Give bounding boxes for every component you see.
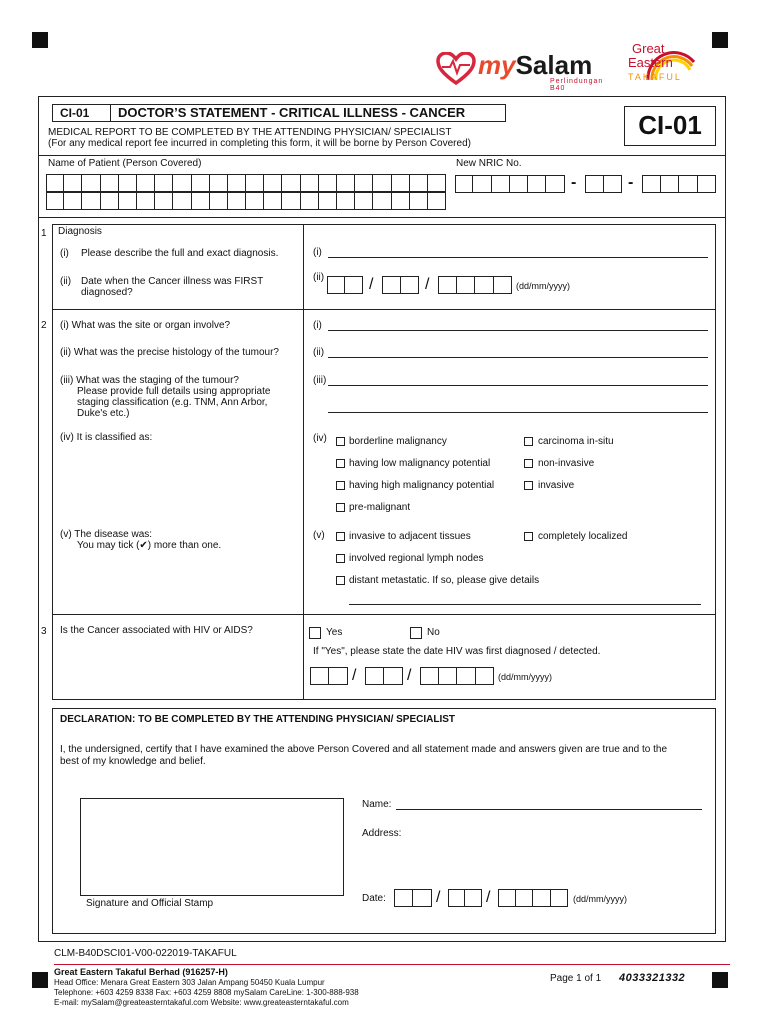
q2-histology-field[interactable]	[328, 357, 708, 358]
registration-mark-tl	[32, 32, 48, 48]
registration-mark-bl	[32, 972, 48, 988]
company-email: E-mail: mySalam@greateasterntakaful.com Website: www.greateasterntakaful.com	[54, 998, 349, 1007]
checkbox-borderline-malignancy[interactable]	[336, 437, 345, 446]
declaration-date-dd[interactable]	[394, 889, 432, 907]
patient-name-cells-row1[interactable]	[46, 174, 446, 192]
brand-my: my	[478, 50, 516, 80]
name-label: Name:	[362, 799, 392, 810]
heart-icon	[436, 52, 476, 86]
checkbox-invasive[interactable]	[524, 481, 533, 490]
signature-stamp-box[interactable]	[80, 798, 344, 896]
barcode-number: 4033321332	[619, 972, 686, 984]
brand-subtitle: Perlindungan B40	[550, 78, 604, 92]
signature-label: Signature and Official Stamp	[86, 898, 214, 909]
q2-number: 2	[41, 320, 47, 331]
checkbox-hiv-no[interactable]	[410, 627, 422, 639]
instruction-line2: (For any medical report fee incurred in completing this form, it will be borne by Person Covered)	[48, 138, 471, 149]
company-phone: Telephone: +603 4259 8338 Fax: +603 4259 8808 mySalam CareLine: 1-300-888-938	[54, 988, 359, 997]
q2-i-question: (i) What was the site or organ involve?	[60, 320, 231, 331]
declaration-date-yyyy[interactable]	[498, 889, 568, 907]
declaration-text-line1: I, the undersigned, certify that I have examined the above Person Covered and all statement made and answers given are true and to the	[60, 744, 668, 755]
form-code: CI-01	[60, 106, 90, 120]
q2-iii-question: (iii) What was the staging of the tumour?	[60, 375, 239, 386]
date-label: Date:	[362, 893, 386, 904]
q2-metastatic-details-field[interactable]	[349, 604, 701, 605]
form-reference-code: CLM-B40DSCI01-V00-022019-TAKAFUL	[54, 948, 237, 959]
q1-ii-question-line2: diagnosed?	[81, 287, 133, 298]
company-address: Head Office: Menara Great Eastern 303 Jalan Ampang 50450 Kuala Lumpur	[54, 978, 325, 987]
ge-line2: Eastern	[628, 55, 673, 70]
q1-number: 1	[41, 228, 47, 239]
patient-name-label: Name of Patient (Person Covered)	[48, 158, 202, 169]
q2-staging-field-1[interactable]	[328, 385, 708, 386]
patient-name-cells-row2[interactable]	[46, 192, 446, 210]
instruction-line1: MEDICAL REPORT TO BE COMPLETED BY THE ATTENDING PHYSICIAN/ SPECIALIST	[48, 127, 452, 138]
form-title: DOCTOR’S STATEMENT - CRITICAL ILLNESS - CANCER	[118, 105, 466, 120]
checkbox-completely-localized[interactable]	[524, 532, 533, 541]
q2-ii-question: (ii) What was the precise histology of the tumour?	[60, 347, 279, 358]
declaration-title: DECLARATION: TO BE COMPLETED BY THE ATTENDING PHYSICIAN/ SPECIALIST	[60, 714, 456, 725]
nric-cells-serial[interactable]	[642, 175, 716, 193]
q1-title: Diagnosis	[58, 226, 102, 237]
q1-date-dd[interactable]	[327, 276, 363, 294]
checkbox-carcinoma-in-situ[interactable]	[524, 437, 533, 446]
q3-number: 3	[41, 626, 47, 637]
registration-mark-br	[712, 972, 728, 988]
brand-salam: Salam	[515, 50, 593, 80]
registration-mark-tr	[712, 32, 728, 48]
q2-v-question: (v) The disease was:	[60, 529, 153, 540]
great-eastern-logo	[628, 36, 698, 88]
company-name: Great Eastern Takaful Berhad (916257-H)	[54, 967, 228, 977]
q1-date-yyyy[interactable]	[438, 276, 512, 294]
checkbox-non-invasive[interactable]	[524, 459, 533, 468]
declaration-date-mm[interactable]	[448, 889, 482, 907]
checkbox-invasive-adjacent[interactable]	[336, 532, 345, 541]
checkbox-hiv-yes[interactable]	[309, 627, 321, 639]
q1-i-question: Please describe the full and exact diagnosis.	[81, 248, 279, 259]
checkbox-low-malignancy[interactable]	[336, 459, 345, 468]
q3-date-mm[interactable]	[365, 667, 403, 685]
ge-line3: TAKAFUL	[628, 72, 682, 82]
big-form-code: CI-01	[638, 110, 702, 140]
checkbox-high-malignancy[interactable]	[336, 481, 345, 490]
address-label: Address:	[362, 828, 402, 839]
q1-box	[52, 224, 716, 310]
q2-iv-question: (iv) It is classified as:	[60, 432, 153, 443]
declaration-text-line2: best of my knowledge and belief.	[60, 756, 206, 767]
q2-site-field[interactable]	[328, 330, 708, 331]
declaration-name-field[interactable]	[396, 809, 702, 810]
page-number: Page 1 of 1	[550, 973, 602, 984]
nric-label: New NRIC No.	[456, 158, 522, 169]
nric-cells-birthdate[interactable]	[455, 175, 565, 193]
q3-date-dd[interactable]	[310, 667, 348, 685]
nric-cells-state[interactable]	[585, 175, 622, 193]
ge-line1: Great	[632, 41, 665, 56]
q3-if-yes-text: If "Yes", please state the date HIV was first diagnosed / detected.	[313, 646, 601, 657]
q1-diagnosis-field[interactable]	[328, 257, 708, 258]
q1-ii-question-line1: Date when the Cancer illness was FIRST	[81, 276, 264, 287]
mysalam-logo	[436, 50, 606, 92]
q1-date-mm[interactable]	[382, 276, 419, 294]
checkbox-regional-lymph-nodes[interactable]	[336, 554, 345, 563]
checkbox-distant-metastatic[interactable]	[336, 576, 345, 585]
q2-staging-field-2[interactable]	[328, 412, 708, 413]
checkbox-pre-malignant[interactable]	[336, 503, 345, 512]
q3-question: Is the Cancer associated with HIV or AIDS?	[60, 625, 253, 636]
q3-date-yyyy[interactable]	[420, 667, 494, 685]
